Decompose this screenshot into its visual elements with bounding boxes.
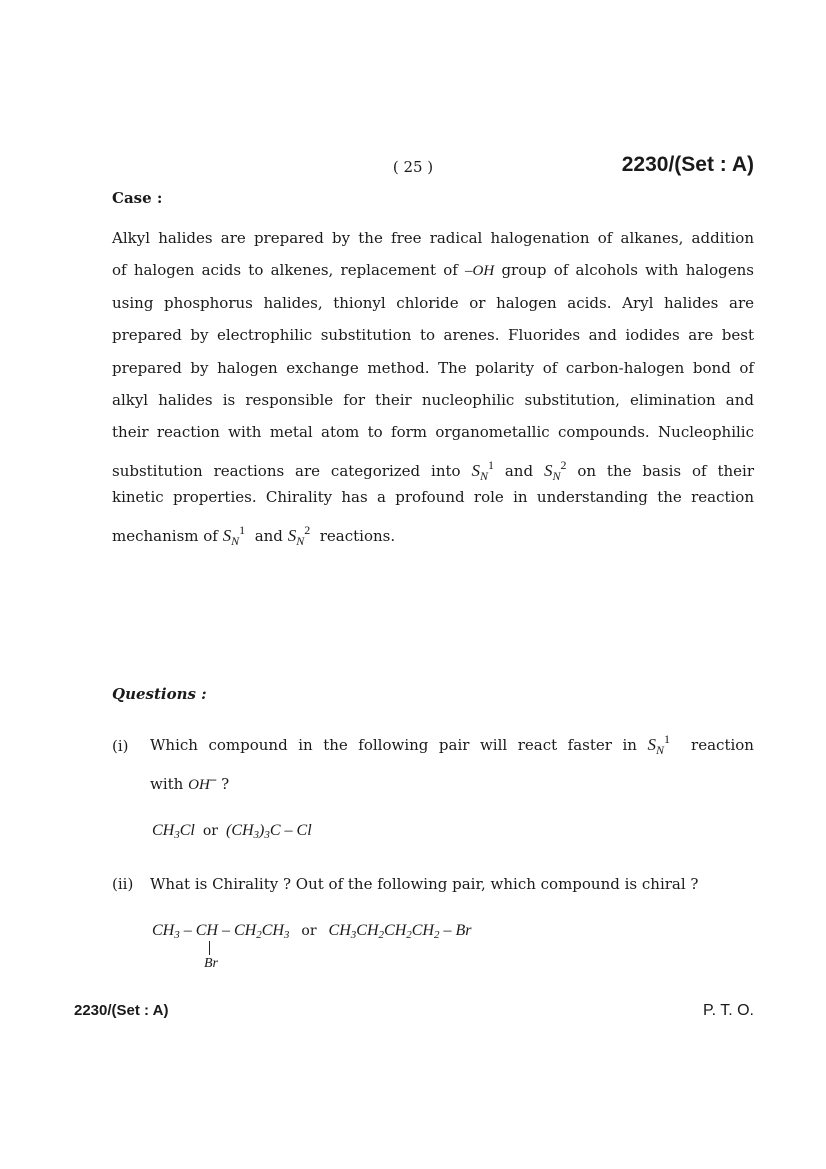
case-line: mechanism of $S_N^1$ and $S_N^2$ reactions. xyxy=(112,522,396,548)
question-number: (i) xyxy=(112,737,129,755)
case-line: Alkyl halides are prepared by the free radical halogenation of alkanes, addition xyxy=(112,229,754,247)
questions-heading: Questions : xyxy=(112,685,207,703)
case-line: their reaction with metal atom to form organometallic compounds. Nucleophilic xyxy=(112,423,754,442)
compound-tert-butyl-chloride: $(CH_3)_3C$ – Cl xyxy=(225,822,312,841)
bromine-substituent: Br xyxy=(204,956,218,971)
case-line: using phosphorus halides, thionyl chloride or halogen acids. Aryl halides are xyxy=(112,293,754,312)
hydroxyl-group: –OH xyxy=(465,263,495,280)
case-line: kinetic properties. Chirality has a profound role in understanding the reaction xyxy=(112,488,754,507)
case-line: substitution reactions are categorized into $S_N^1$ and $S_N^2$ on the basis of their xyxy=(112,457,754,483)
please-turn-over: P. T. O. xyxy=(703,1002,754,1019)
question-text-continued: with OH– ? xyxy=(150,771,230,793)
case-paragraph xyxy=(112,222,754,546)
question-text: What is Chirality ? Out of the following pair, which compound is chiral ? xyxy=(150,875,699,893)
case-line: alkyl halides is responsible for their nucleophilic substitution, elimination and xyxy=(112,390,754,409)
paper-code-footer: 2230/(Set : A) xyxy=(74,1002,169,1019)
compound-2-bromobutane: $CH_3$ – CH – $CH_2CH_3$ xyxy=(152,922,290,941)
page-number: ( 25 ) xyxy=(392,158,434,176)
sn2-symbol: $S_N^2$ xyxy=(287,522,311,548)
case-heading: Case : xyxy=(112,189,163,207)
bond-line xyxy=(209,941,210,955)
compound-1-bromobutane: $CH_3CH_2CH_2CH_2$ – Br xyxy=(328,922,472,941)
hydroxide-ion: OH– xyxy=(188,771,217,793)
compound-pair: $CH_3Cl$ or $(CH_3)_3C$ – Cl xyxy=(152,822,312,841)
sn1-symbol: $S_N^1$ xyxy=(222,522,246,548)
paper-code-header: 2230/(Set : A) xyxy=(621,153,754,176)
sn1-symbol: $S_N^1$ xyxy=(471,457,494,483)
question-number: (ii) xyxy=(112,875,134,893)
question-text: Which compound in the following pair will react faster in $S_N^1$ reaction xyxy=(150,732,754,757)
case-line: prepared by electrophilic substitution to arenes. Fluorides and iodides are best xyxy=(112,326,754,345)
sn1-symbol: $S_N^1$ xyxy=(647,732,670,757)
case-line: of halogen acids to alkenes, replacement of –OH group of alcohols with halogens xyxy=(112,261,754,280)
compound-pair: $CH_3$ – CH – $CH_2CH_3$ or $CH_3CH_2CH_2CH_2$ – Br xyxy=(152,922,472,941)
sn2-symbol: $S_N^2$ xyxy=(543,457,567,483)
case-line: prepared by halogen exchange method. The polarity of carbon-halogen bond of xyxy=(112,358,754,377)
compound-methyl-chloride: $CH_3Cl$ xyxy=(152,822,195,841)
